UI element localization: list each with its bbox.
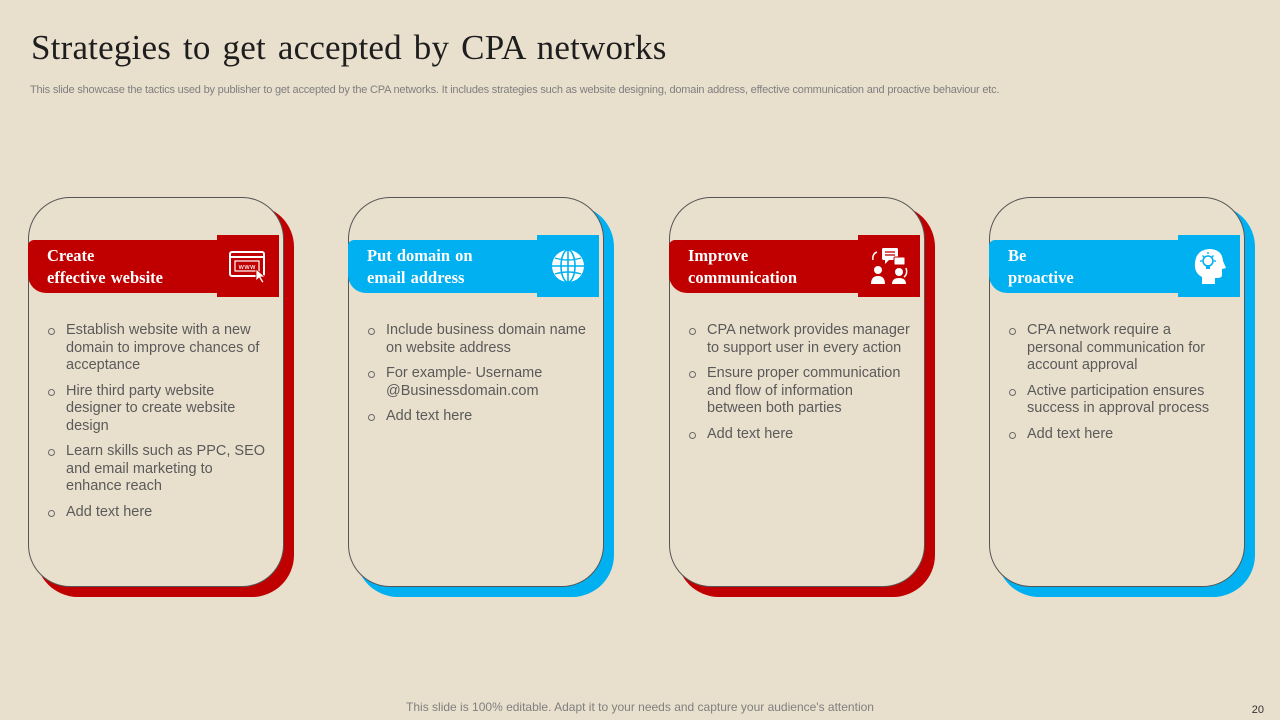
list-item: Ensure proper communication and flow of information between both parties [688,365,910,418]
bullet-list [688,322,910,451]
list-item: Establish website with a new domain to improve chances of acceptance [47,322,269,375]
card-body [348,197,604,587]
list-item: Add text here [688,426,910,444]
strategy-card-website [28,197,288,599]
card-heading-line1: Improve [688,246,749,265]
list-item: Active participation ensures success in approval process [1008,383,1230,418]
card-body [989,197,1245,587]
list-item: Add text here [367,408,589,426]
bullet-list [1008,322,1230,451]
slide-footer: This slide is 100% editable. Adapt it to your needs and capture your audience's attention [406,700,874,714]
list-item: Include business domain name on website address [367,322,589,357]
list-item: CPA network require a personal communication for account approval [1008,322,1230,375]
svg-text:www: www [238,263,256,271]
card-heading-line2: effective website [47,268,163,287]
idea-head-icon [1178,235,1240,297]
slide-title: Strategies to get accepted by CPA networks [31,28,667,67]
bullet-list [367,322,589,434]
card-heading-line1: Put domain on [367,246,473,265]
card-body [669,197,925,587]
card-heading [348,240,538,293]
strategy-card-proactive [989,197,1249,599]
list-item: For example- Username @Businessdomain.com [367,365,589,400]
www-browser-icon [217,235,279,297]
communication-icon [858,235,920,297]
card-heading [669,240,859,293]
slide-subtitle: This slide showcase the tactics used by publisher to get accepted by the CPA networks. It includes strategies such as website designing, domain address, effective communication and proactive behaviour etc. [30,84,1000,96]
card-heading-line2: proactive [1008,268,1074,287]
list-item: Hire third party website designer to create website design [47,383,269,436]
globe-icon [537,235,599,297]
strategy-card-communication [669,197,929,599]
list-item: CPA network provides manager to support user in every action [688,322,910,357]
card-body [28,197,284,587]
card-heading-line1: Be [1008,246,1027,265]
card-heading [28,240,218,293]
card-heading-line2: communication [688,268,798,287]
list-item: Learn skills such as PPC, SEO and email marketing to enhance reach [47,443,269,496]
strategy-card-domain [348,197,608,599]
list-item: Add text here [1008,426,1230,444]
page-number: 20 [1251,704,1264,716]
card-heading-line1: Create [47,246,95,265]
list-item: Add text here [47,504,269,522]
bullet-list [47,322,269,529]
card-heading [989,240,1179,293]
card-heading-line2: email address [367,268,465,287]
